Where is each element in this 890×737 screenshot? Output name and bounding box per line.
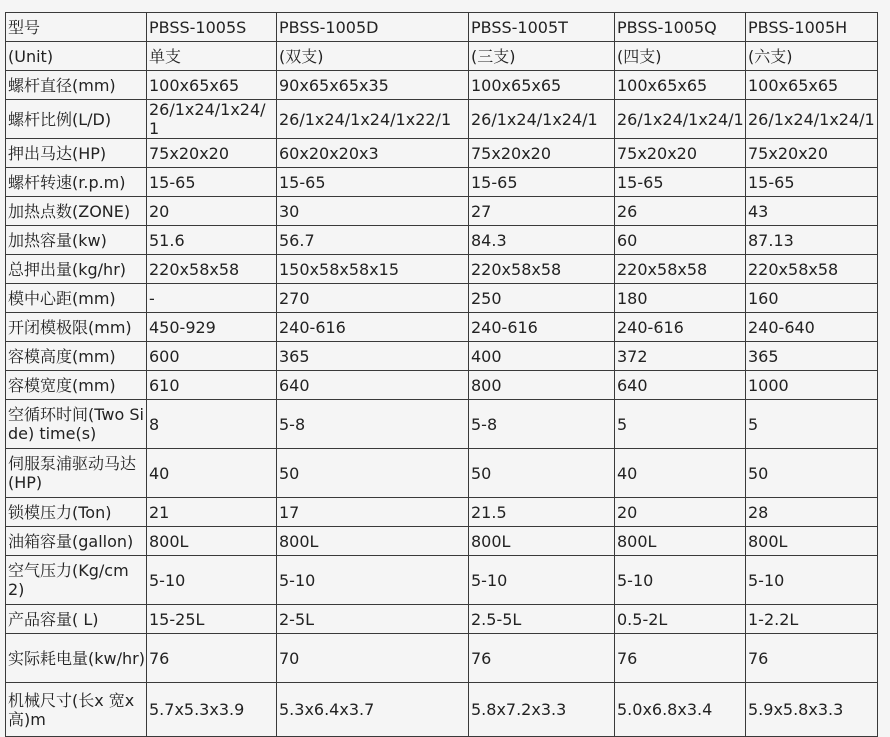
- value-cell: 76: [147, 634, 277, 683]
- table-row: [6, 498, 878, 527]
- table-row: [6, 400, 878, 449]
- value-cell: 100x65x65: [746, 71, 878, 100]
- value-cell: 26: [615, 197, 746, 226]
- value-cell: 160: [746, 284, 878, 313]
- table-row: [6, 42, 878, 71]
- table-row: [6, 13, 878, 42]
- value-cell: 5.3x6.4x3.7: [277, 683, 469, 737]
- row-label-cell: 伺服泵浦驱动马达(HP): [6, 449, 147, 498]
- value-cell: 800L: [147, 527, 277, 556]
- value-cell: 15-65: [147, 168, 277, 197]
- value-cell: 1000: [746, 371, 878, 400]
- value-cell: 40: [615, 449, 746, 498]
- value-cell: 220x58x58: [615, 255, 746, 284]
- value-cell: 5.7x5.3x3.9: [147, 683, 277, 737]
- table-row: [6, 197, 878, 226]
- row-label-cell: 开闭模极限(mm): [6, 313, 147, 342]
- value-cell: 5: [746, 400, 878, 449]
- row-label-cell: 模中心距(mm): [6, 284, 147, 313]
- value-cell: 150x58x58x15: [277, 255, 469, 284]
- row-label-cell: 容模高度(mm): [6, 342, 147, 371]
- value-cell: 17: [277, 498, 469, 527]
- value-cell: 43: [746, 197, 878, 226]
- spec-table-body: [6, 13, 878, 737]
- value-cell: 90x65x65x35: [277, 71, 469, 100]
- row-label-cell: 螺杆直径(mm): [6, 71, 147, 100]
- value-cell: 30: [277, 197, 469, 226]
- row-label-cell: 机械尺寸(长x 宽x 高)m: [6, 683, 147, 737]
- value-cell: 800L: [615, 527, 746, 556]
- value-cell: 70: [277, 634, 469, 683]
- value-cell: 5-10: [147, 556, 277, 605]
- table-row: [6, 605, 878, 634]
- value-cell: 2-5L: [277, 605, 469, 634]
- value-cell: 76: [615, 634, 746, 683]
- value-cell: 5-10: [615, 556, 746, 605]
- table-row: [6, 139, 878, 168]
- table-row: [6, 284, 878, 313]
- value-cell: 21: [147, 498, 277, 527]
- table-row: [6, 71, 878, 100]
- value-cell: 100x65x65: [615, 71, 746, 100]
- value-cell: 56.7: [277, 226, 469, 255]
- value-cell: 0.5-2L: [615, 605, 746, 634]
- table-row: [6, 527, 878, 556]
- value-cell: 27: [469, 197, 615, 226]
- value-cell: 15-65: [469, 168, 615, 197]
- row-label-cell: 螺杆比例(L/D): [6, 100, 147, 139]
- value-cell: 270: [277, 284, 469, 313]
- value-cell: 5-10: [469, 556, 615, 605]
- value-cell: 单支: [147, 42, 277, 71]
- value-cell: 15-25L: [147, 605, 277, 634]
- value-cell: 5-8: [469, 400, 615, 449]
- table-row: [6, 634, 878, 683]
- value-cell: 26/1x24/1x24/1: [469, 100, 615, 139]
- value-cell: 75x20x20: [746, 139, 878, 168]
- table-row: [6, 255, 878, 284]
- row-label-cell: 螺杆转速(r.p.m): [6, 168, 147, 197]
- table-row: [6, 100, 878, 139]
- row-label-cell: 型号: [6, 13, 147, 42]
- value-cell: 28: [746, 498, 878, 527]
- value-cell: 26/1x24/1x24/1: [615, 100, 746, 139]
- value-cell: 5-8: [277, 400, 469, 449]
- value-cell: 365: [746, 342, 878, 371]
- value-cell: 5-10: [746, 556, 878, 605]
- value-cell: 40: [147, 449, 277, 498]
- value-cell: 50: [746, 449, 878, 498]
- table-row: [6, 226, 878, 255]
- value-cell: 240-616: [615, 313, 746, 342]
- row-label-cell: 加热点数(ZONE): [6, 197, 147, 226]
- row-label-cell: 押出马达(HP): [6, 139, 147, 168]
- table-row: [6, 556, 878, 605]
- value-cell: 15-65: [277, 168, 469, 197]
- value-cell: (三支): [469, 42, 615, 71]
- value-cell: 400: [469, 342, 615, 371]
- value-cell: 220x58x58: [469, 255, 615, 284]
- value-cell: 84.3: [469, 226, 615, 255]
- value-cell: 75x20x20: [615, 139, 746, 168]
- row-label-cell: 空气压力(Kg/cm2): [6, 556, 147, 605]
- value-cell: 220x58x58: [746, 255, 878, 284]
- value-cell: 26/1x24/1x24/1x22/1: [277, 100, 469, 139]
- value-cell: 1-2.2L: [746, 605, 878, 634]
- value-cell: 5-10: [277, 556, 469, 605]
- value-cell: 76: [746, 634, 878, 683]
- spec-table: [5, 12, 878, 737]
- value-cell: 21.5: [469, 498, 615, 527]
- value-cell: 20: [615, 498, 746, 527]
- table-row: [6, 371, 878, 400]
- value-cell: 51.6: [147, 226, 277, 255]
- value-cell: PBSS-1005S: [147, 13, 277, 42]
- value-cell: PBSS-1005H: [746, 13, 878, 42]
- value-cell: 100x65x65: [147, 71, 277, 100]
- value-cell: PBSS-1005Q: [615, 13, 746, 42]
- row-label-cell: 锁模压力(Ton): [6, 498, 147, 527]
- row-label-cell: 容模宽度(mm): [6, 371, 147, 400]
- value-cell: 5: [615, 400, 746, 449]
- row-label-cell: 油箱容量(gallon): [6, 527, 147, 556]
- spec-table-container: [5, 12, 877, 737]
- row-label-cell: 总押出量(kg/hr): [6, 255, 147, 284]
- value-cell: 50: [469, 449, 615, 498]
- value-cell: 610: [147, 371, 277, 400]
- table-row: [6, 313, 878, 342]
- value-cell: 26/1x24/1x24/1: [746, 100, 878, 139]
- value-cell: 800L: [746, 527, 878, 556]
- value-cell: 15-65: [746, 168, 878, 197]
- value-cell: 15-65: [615, 168, 746, 197]
- value-cell: 250: [469, 284, 615, 313]
- value-cell: 800L: [469, 527, 615, 556]
- value-cell: PBSS-1005T: [469, 13, 615, 42]
- row-label-cell: 产品容量( L): [6, 605, 147, 634]
- value-cell: 20: [147, 197, 277, 226]
- value-cell: 240-616: [277, 313, 469, 342]
- row-label-cell: 实际耗电量(kw/hr): [6, 634, 147, 683]
- value-cell: 76: [469, 634, 615, 683]
- value-cell: 240-640: [746, 313, 878, 342]
- value-cell: 60x20x20x3: [277, 139, 469, 168]
- value-cell: PBSS-1005D: [277, 13, 469, 42]
- table-row: [6, 168, 878, 197]
- value-cell: 600: [147, 342, 277, 371]
- value-cell: 365: [277, 342, 469, 371]
- value-cell: 5.9x5.8x3.3: [746, 683, 878, 737]
- value-cell: 5.8x7.2x3.3: [469, 683, 615, 737]
- value-cell: 2.5-5L: [469, 605, 615, 634]
- value-cell: 220x58x58: [147, 255, 277, 284]
- value-cell: 800L: [277, 527, 469, 556]
- value-cell: (六支): [746, 42, 878, 71]
- value-cell: 800: [469, 371, 615, 400]
- value-cell: 75x20x20: [147, 139, 277, 168]
- value-cell: 5.0x6.8x3.4: [615, 683, 746, 737]
- row-label-cell: 加热容量(kw): [6, 226, 147, 255]
- value-cell: 180: [615, 284, 746, 313]
- table-row: [6, 683, 878, 737]
- value-cell: 75x20x20: [469, 139, 615, 168]
- value-cell: 640: [277, 371, 469, 400]
- value-cell: 640: [615, 371, 746, 400]
- value-cell: 240-616: [469, 313, 615, 342]
- table-row: [6, 342, 878, 371]
- value-cell: (四支): [615, 42, 746, 71]
- value-cell: 26/1x24/1x24/1: [147, 100, 277, 139]
- row-label-cell: (Unit): [6, 42, 147, 71]
- value-cell: (双支): [277, 42, 469, 71]
- value-cell: 50: [277, 449, 469, 498]
- value-cell: -: [147, 284, 277, 313]
- value-cell: 100x65x65: [469, 71, 615, 100]
- value-cell: 60: [615, 226, 746, 255]
- value-cell: 372: [615, 342, 746, 371]
- table-row: [6, 449, 878, 498]
- value-cell: 450-929: [147, 313, 277, 342]
- row-label-cell: 空循环时间(Two Side) time(s): [6, 400, 147, 449]
- value-cell: 87.13: [746, 226, 878, 255]
- value-cell: 8: [147, 400, 277, 449]
